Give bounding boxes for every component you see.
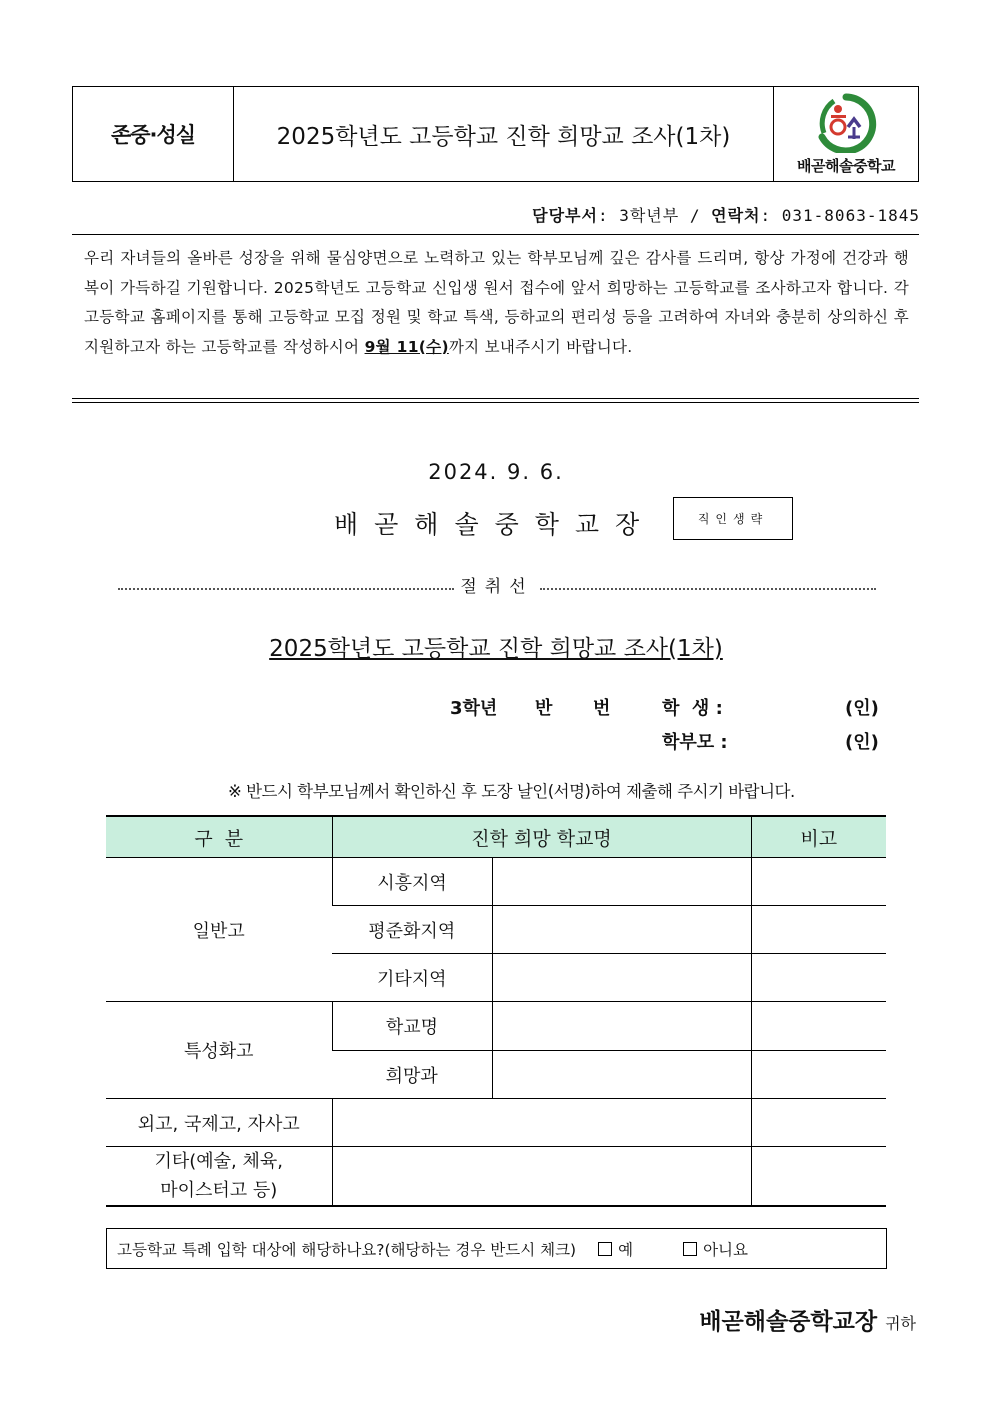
category-other-line2: 마이스터고 등)	[160, 1180, 278, 1201]
intro-paragraph	[84, 244, 909, 362]
remarks-input[interactable]	[751, 906, 886, 954]
preference-table	[106, 815, 886, 1207]
cut-label: 절취선	[460, 577, 534, 597]
desired-major-input[interactable]	[492, 1051, 751, 1099]
addressee-suffix: 귀하	[885, 1314, 916, 1333]
checkbox-icon[interactable]	[683, 1242, 697, 1256]
table-row	[106, 858, 886, 906]
divider	[72, 402, 919, 403]
school-motto: 존중·성실	[73, 87, 234, 181]
school-emblem-icon	[814, 93, 878, 153]
school-input-siheung[interactable]	[492, 858, 751, 906]
school-input-equalized[interactable]	[492, 906, 751, 954]
addressee	[699, 1303, 916, 1336]
instruction-note: ※ 반드시 학부모님께서 확인하신 후 도장 날인(서명)하여 제출해 주시기 바랍니다.	[228, 782, 795, 801]
cut-line	[118, 572, 876, 597]
remarks-input[interactable]	[751, 858, 886, 906]
no-option[interactable]	[683, 1238, 748, 1260]
deadline: 9월 11(수)	[364, 337, 449, 356]
remarks-input[interactable]	[751, 954, 886, 1002]
principal-name: 배곧해솔중학교장	[334, 510, 656, 539]
tel-value: : 031-8063-1845	[760, 206, 920, 225]
category-foreign-intl-private: 외고, 국제고, 자사고	[106, 1099, 332, 1147]
category-general: 일반고	[106, 858, 332, 1002]
document-title: 2025학년도 고등학교 진학 희망교 조사(1차)	[234, 87, 774, 181]
contact-line	[532, 203, 920, 226]
remarks-input[interactable]	[751, 1099, 886, 1147]
other-school-input[interactable]	[332, 1147, 751, 1207]
specialized-school-input[interactable]	[492, 1002, 751, 1051]
category-other	[106, 1147, 332, 1207]
category-other-line1: 기타(예술, 체육,	[154, 1151, 283, 1172]
foreign-school-input[interactable]	[332, 1099, 751, 1147]
form-title-text: 2025학년도 고등학교 진학 희망교 조사(1차)	[269, 636, 723, 662]
dept-label: 담당부서	[532, 206, 598, 225]
region-siheung: 시흥지역	[332, 858, 492, 906]
yes-option[interactable]	[598, 1238, 633, 1260]
table-header-row	[106, 816, 886, 858]
dept-value: : 3학년부 /	[597, 206, 712, 225]
desired-major-label: 희망과	[332, 1051, 492, 1099]
student-label: 학 생 :	[662, 698, 723, 719]
yes-label: 예	[618, 1240, 634, 1259]
divider	[72, 234, 919, 235]
school-input-other-region[interactable]	[492, 954, 751, 1002]
region-other: 기타지역	[332, 954, 492, 1002]
addressee-name: 배곧해솔중학교장	[699, 1309, 878, 1335]
student-seal: (인)	[845, 698, 879, 719]
header-category: 구 분	[106, 816, 332, 858]
category-specialized: 특성화고	[106, 1002, 332, 1099]
special-admission-box	[106, 1228, 887, 1269]
student-number: 번	[593, 698, 611, 719]
special-admission-question: 고등학교 특례 입학 대상에 해당하나요?(해당하는 경우 반드시 체크)	[117, 1240, 577, 1259]
student-class: 반	[535, 698, 553, 719]
header-box	[72, 86, 919, 182]
no-label: 아니요	[703, 1240, 748, 1259]
table-row	[106, 1147, 886, 1207]
table-row	[106, 1099, 886, 1147]
student-grade: 3학년	[450, 698, 498, 719]
form-title	[0, 630, 992, 663]
divider	[72, 398, 919, 399]
specialized-school-name-label: 학교명	[332, 1002, 492, 1051]
remarks-input[interactable]	[751, 1002, 886, 1051]
issue-date: 2024. 9. 6.	[428, 460, 564, 484]
dotted-line	[118, 588, 454, 590]
remarks-input[interactable]	[751, 1147, 886, 1207]
remarks-input[interactable]	[751, 1051, 886, 1099]
parent-seal: (인)	[845, 732, 879, 753]
header-remarks: 비고	[751, 816, 886, 858]
intro-text-end: 까지 보내주시기 바랍니다.	[448, 337, 633, 356]
school-logo	[774, 87, 918, 181]
header-school-name: 진학 희망 학교명	[332, 816, 751, 858]
seal-omitted-box: 직인생략	[673, 497, 793, 540]
dotted-line	[540, 588, 876, 590]
table-row	[106, 1002, 886, 1051]
parent-label: 학부모 :	[662, 732, 728, 753]
checkbox-icon[interactable]	[598, 1242, 612, 1256]
tel-label: 연락처	[711, 206, 761, 225]
intro-text: 우리 자녀들의 올바른 성장을 위해 물심양면으로 노력하고 있는 학부모님께 깊은 감사를 드리며, 항상 가정에 건강과 행복이 가득하길 기원합니다. 2025학년도 고등학교 신입생 원서 접수에 앞서 희망하는 고등학교를 조사하고자 합니다. 각 고등학교 홈페이지를 통해 고등학교 모집 정원 및 학교 특색, 등하교의 편리성 등을 고려하여 자녀와 충분히 상의하신 후 지원하고자 하는 고등학교를 작성하시어	[84, 249, 909, 356]
region-equalized: 평준화지역	[332, 906, 492, 954]
logo-caption: 배곧해솔중학교	[797, 156, 895, 175]
